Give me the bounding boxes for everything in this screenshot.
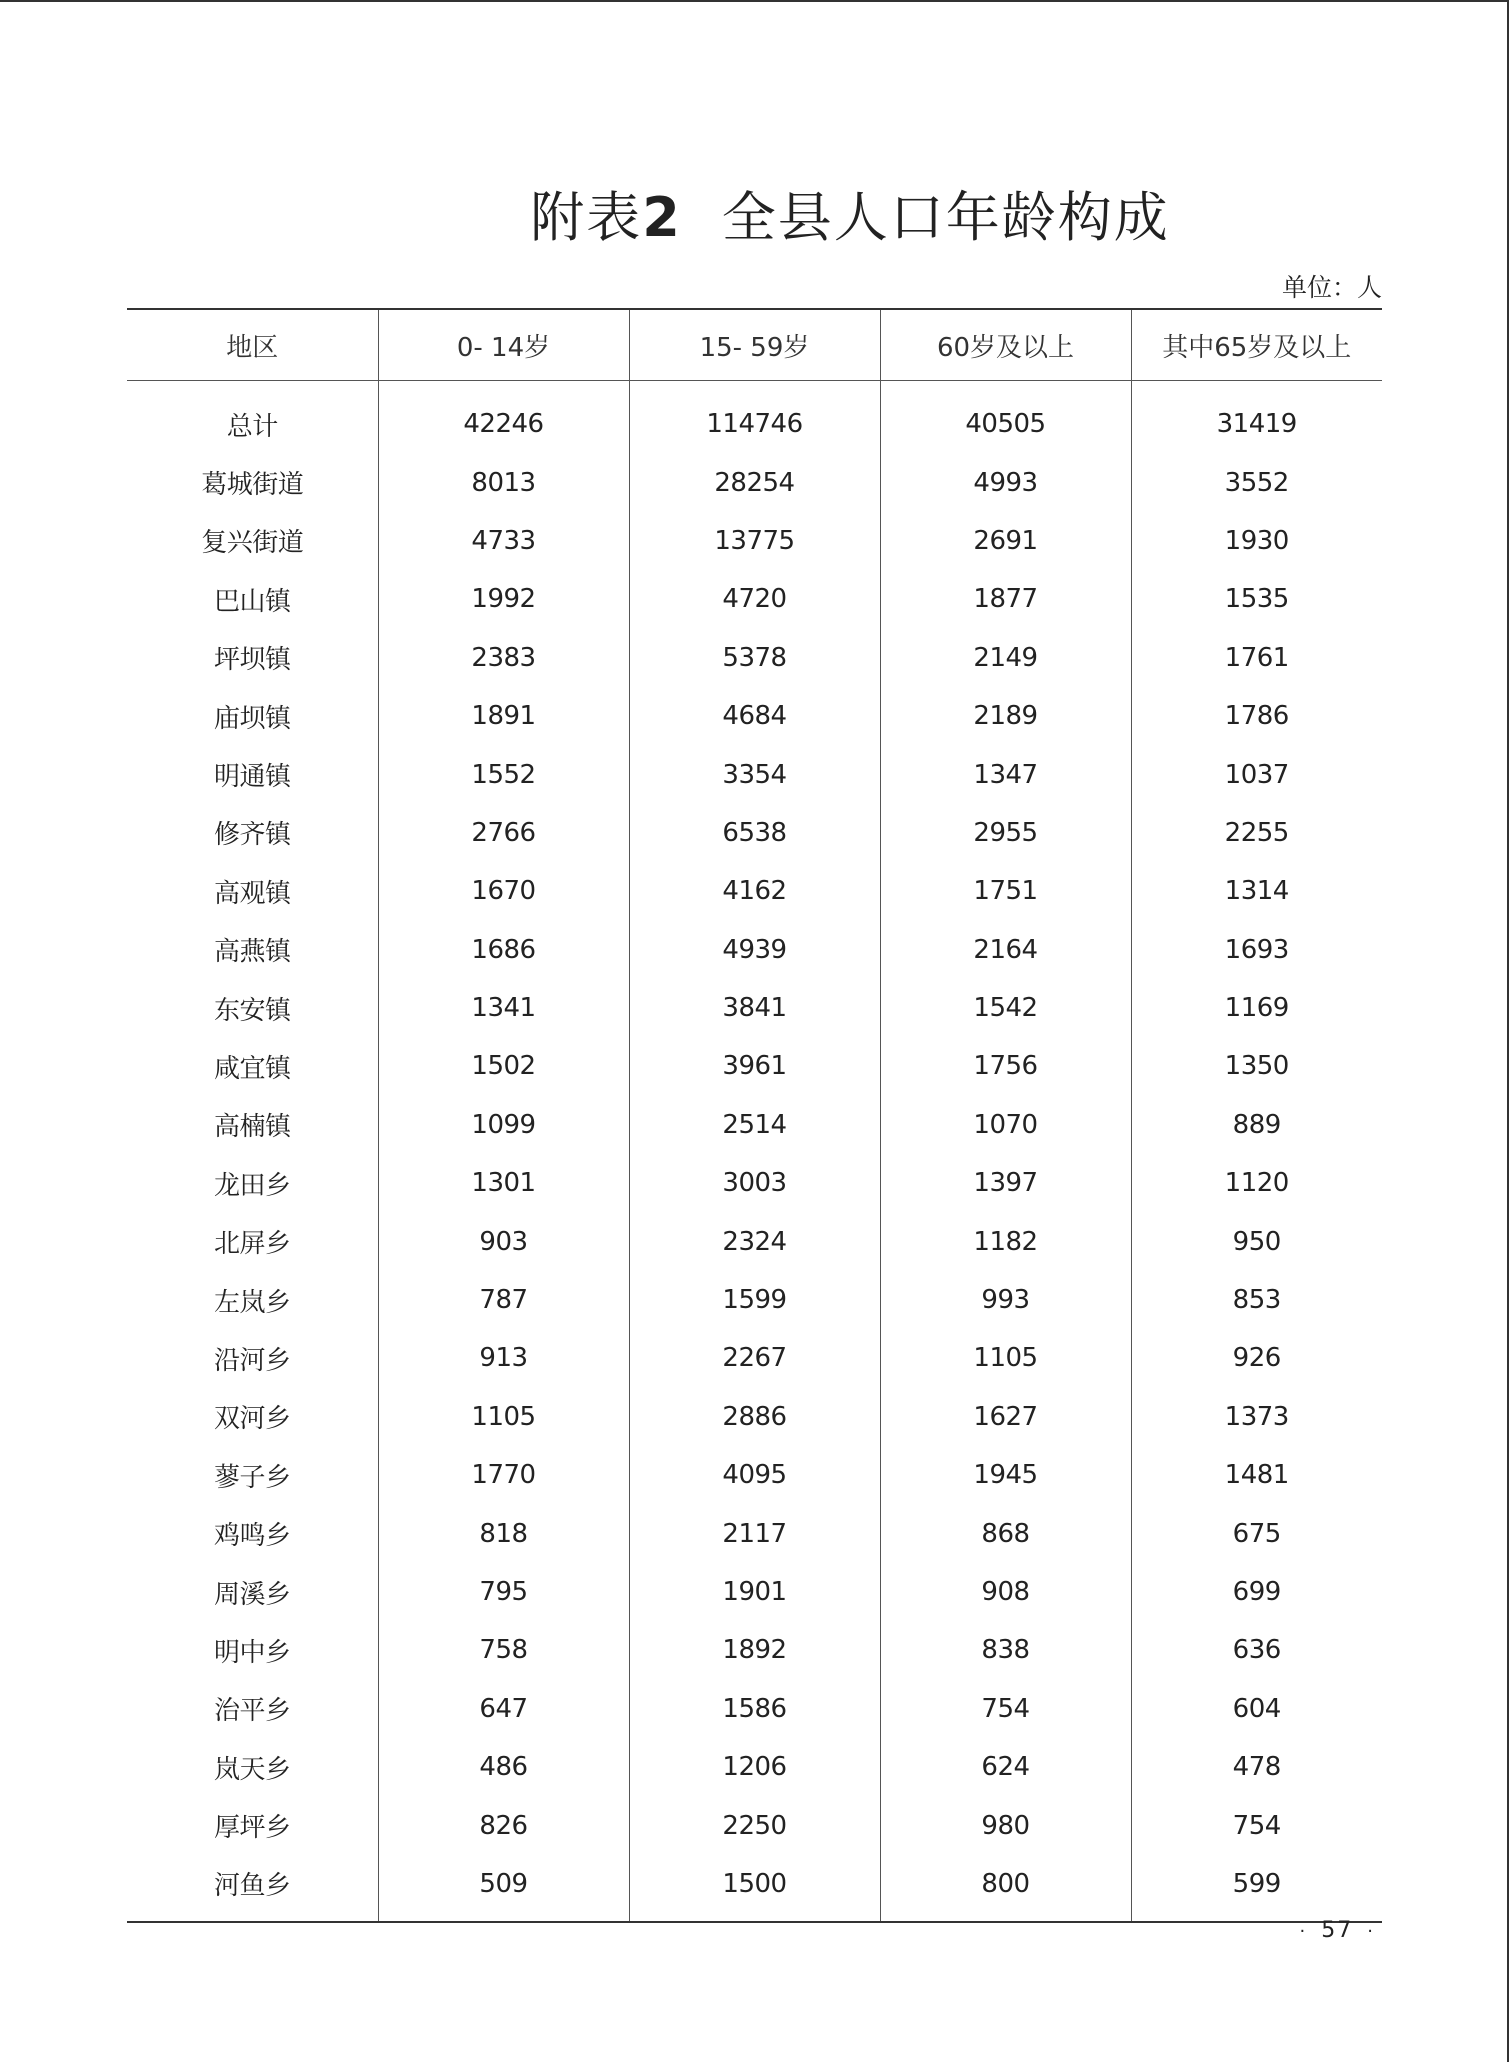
table-row: [127, 1621, 1382, 1679]
region-cell: 庙坝镇: [213, 703, 291, 734]
region-cell: 葛城街道: [201, 470, 304, 501]
age-15-59-cell: 1892: [629, 1621, 880, 1679]
age-0-14-cell: 509: [378, 1855, 629, 1922]
region-cell: 明中乡: [213, 1637, 291, 1668]
table-row: [127, 1037, 1382, 1095]
age-0-14-cell: 1099: [378, 1096, 629, 1154]
region-cell: 厚坪乡: [213, 1813, 291, 1844]
age-0-14-cell: 1341: [378, 979, 629, 1037]
age-60-plus-cell: 1877: [880, 570, 1131, 628]
region-cell: 咸宜镇: [213, 1053, 291, 1084]
age-65-plus-cell: 1535: [1131, 570, 1382, 628]
age-0-14-cell: 758: [378, 1621, 629, 1679]
unit-label: 单位：人: [1281, 273, 1382, 302]
age-65-plus-cell: 754: [1131, 1796, 1382, 1854]
age-15-59-cell: 3354: [629, 745, 880, 803]
population-age-table: [127, 308, 1382, 1923]
age-60-plus-cell: 1756: [880, 1037, 1131, 1095]
table-row: [127, 1096, 1382, 1154]
age-60-plus-cell: 2955: [880, 804, 1131, 862]
age-60-plus-cell: 1751: [880, 862, 1131, 920]
age-15-59-cell: 1500: [629, 1855, 880, 1922]
age-60-plus-cell: 754: [880, 1680, 1131, 1738]
table-row: [127, 921, 1382, 979]
age-60-plus-cell: 800: [880, 1855, 1131, 1922]
table-row: [127, 979, 1382, 1037]
age-60-plus-cell: 908: [880, 1563, 1131, 1621]
age-60-plus-cell: 1105: [880, 1329, 1131, 1387]
age-0-14-cell: 2383: [378, 629, 629, 687]
age-0-14-cell: 2766: [378, 804, 629, 862]
region-cell: 高观镇: [213, 878, 291, 909]
age-0-14-cell: 795: [378, 1563, 629, 1621]
age-65-plus-cell: 699: [1131, 1563, 1382, 1621]
table-row: [127, 629, 1382, 687]
table-row: [127, 1271, 1382, 1329]
age-65-plus-cell: 1120: [1131, 1154, 1382, 1212]
age-0-14-cell: 1686: [378, 921, 629, 979]
region-cell: 鸡鸣乡: [213, 1521, 291, 1552]
age-60-plus-cell: 2149: [880, 629, 1131, 687]
table-row: [127, 1855, 1382, 1922]
age-0-14-cell: 1301: [378, 1154, 629, 1212]
age-65-plus-cell: 853: [1131, 1271, 1382, 1329]
age-65-plus-cell: 604: [1131, 1680, 1382, 1738]
table-row: [127, 1154, 1382, 1212]
age-65-plus-cell: 599: [1131, 1855, 1382, 1922]
region-cell: 治平乡: [213, 1696, 291, 1727]
age-0-14-cell: 787: [378, 1271, 629, 1329]
age-60-plus-cell: 1182: [880, 1212, 1131, 1270]
region-cell: 复兴街道: [201, 528, 304, 559]
age-0-14-cell: 1552: [378, 745, 629, 803]
age-60-plus-cell: 40505: [880, 381, 1131, 454]
region-cell: 周溪乡: [213, 1579, 291, 1610]
age-15-59-cell: 5378: [629, 629, 880, 687]
age-65-plus-cell: 1350: [1131, 1037, 1382, 1095]
table-row: [127, 687, 1382, 745]
age-65-plus-cell: 3552: [1131, 453, 1382, 511]
age-65-plus-cell: 31419: [1131, 381, 1382, 454]
page-number-value: 57: [1321, 1918, 1354, 1943]
header-region: 地区: [127, 309, 378, 381]
age-0-14-cell: 1105: [378, 1388, 629, 1446]
age-65-plus-cell: 1761: [1131, 629, 1382, 687]
age-15-59-cell: 2514: [629, 1096, 880, 1154]
age-65-plus-cell: 1693: [1131, 921, 1382, 979]
page-title: [0, 175, 1509, 252]
table-row: [127, 862, 1382, 920]
region-cell: 巴山镇: [213, 586, 291, 617]
age-0-14-cell: 913: [378, 1329, 629, 1387]
age-65-plus-cell: 889: [1131, 1096, 1382, 1154]
age-15-59-cell: 28254: [629, 453, 880, 511]
age-65-plus-cell: 1930: [1131, 512, 1382, 570]
age-15-59-cell: 2324: [629, 1212, 880, 1270]
age-60-plus-cell: 868: [880, 1504, 1131, 1562]
region-cell: 总计: [226, 411, 278, 442]
age-15-59-cell: 1901: [629, 1563, 880, 1621]
age-65-plus-cell: 675: [1131, 1504, 1382, 1562]
region-cell: 高楠镇: [213, 1112, 291, 1143]
age-0-14-cell: 826: [378, 1796, 629, 1854]
header-age-65-plus: 其中65岁及以上: [1131, 309, 1382, 381]
age-15-59-cell: 4095: [629, 1446, 880, 1504]
age-15-59-cell: 2267: [629, 1329, 880, 1387]
age-15-59-cell: 1599: [629, 1271, 880, 1329]
age-60-plus-cell: 980: [880, 1796, 1131, 1854]
age-15-59-cell: 6538: [629, 804, 880, 862]
age-0-14-cell: 818: [378, 1504, 629, 1562]
age-15-59-cell: 13775: [629, 512, 880, 570]
age-65-plus-cell: 1037: [1131, 745, 1382, 803]
table-row: [127, 804, 1382, 862]
age-0-14-cell: 1502: [378, 1037, 629, 1095]
table-row: [127, 1329, 1382, 1387]
age-15-59-cell: 4162: [629, 862, 880, 920]
age-15-59-cell: 3841: [629, 979, 880, 1037]
region-cell: 北屏乡: [213, 1229, 291, 1260]
region-cell: 龙田乡: [213, 1170, 291, 1201]
table-row: [127, 570, 1382, 628]
age-65-plus-cell: 636: [1131, 1621, 1382, 1679]
table-row: [127, 1504, 1382, 1562]
age-0-14-cell: 1891: [378, 687, 629, 745]
age-15-59-cell: 4684: [629, 687, 880, 745]
age-65-plus-cell: 1481: [1131, 1446, 1382, 1504]
region-cell: 左岚乡: [213, 1287, 291, 1318]
age-60-plus-cell: 838: [880, 1621, 1131, 1679]
age-65-plus-cell: 1373: [1131, 1388, 1382, 1446]
age-65-plus-cell: 1314: [1131, 862, 1382, 920]
title-prefix: 附表: [530, 186, 643, 249]
region-cell: 高燕镇: [213, 937, 291, 968]
age-0-14-cell: 4733: [378, 512, 629, 570]
table-row: [127, 512, 1382, 570]
header-age-0-14: 0- 14岁: [378, 309, 629, 381]
age-60-plus-cell: 1070: [880, 1096, 1131, 1154]
table-row: [127, 1796, 1382, 1854]
region-cell: 河鱼乡: [213, 1871, 291, 1902]
age-15-59-cell: 4720: [629, 570, 880, 628]
age-15-59-cell: 2886: [629, 1388, 880, 1446]
age-65-plus-cell: 1786: [1131, 687, 1382, 745]
region-cell: 明通镇: [213, 762, 291, 793]
age-15-59-cell: 3003: [629, 1154, 880, 1212]
title-number: 2: [642, 186, 682, 249]
table-header-row: [127, 309, 1382, 381]
table-row: [127, 745, 1382, 803]
age-60-plus-cell: 4993: [880, 453, 1131, 511]
age-65-plus-cell: 1169: [1131, 979, 1382, 1037]
age-60-plus-cell: 624: [880, 1738, 1131, 1796]
age-60-plus-cell: 1542: [880, 979, 1131, 1037]
header-age-60-plus: 60岁及以上: [880, 309, 1131, 381]
age-0-14-cell: 647: [378, 1680, 629, 1738]
age-15-59-cell: 1206: [629, 1738, 880, 1796]
region-cell: 岚天乡: [213, 1754, 291, 1785]
region-cell: 双河乡: [213, 1404, 291, 1435]
age-60-plus-cell: 993: [880, 1271, 1131, 1329]
header-age-15-59: 15- 59岁: [629, 309, 880, 381]
age-60-plus-cell: 1397: [880, 1154, 1131, 1212]
region-cell: 坪坝镇: [213, 645, 291, 676]
age-0-14-cell: 903: [378, 1212, 629, 1270]
table-row: [127, 1563, 1382, 1621]
age-15-59-cell: 2250: [629, 1796, 880, 1854]
table-row: [127, 453, 1382, 511]
table-row: [127, 1446, 1382, 1504]
age-15-59-cell: 4939: [629, 921, 880, 979]
age-65-plus-cell: 950: [1131, 1212, 1382, 1270]
age-0-14-cell: 486: [378, 1738, 629, 1796]
table-row: [127, 381, 1382, 454]
age-0-14-cell: 1992: [378, 570, 629, 628]
age-0-14-cell: 42246: [378, 381, 629, 454]
table-row: [127, 1388, 1382, 1446]
age-65-plus-cell: 926: [1131, 1329, 1382, 1387]
age-15-59-cell: 2117: [629, 1504, 880, 1562]
age-15-59-cell: 1586: [629, 1680, 880, 1738]
age-65-plus-cell: 478: [1131, 1738, 1382, 1796]
page-number: · 57 ·: [1299, 1918, 1375, 1943]
region-cell: 东安镇: [213, 995, 291, 1026]
title-text: 全县人口年龄构成: [721, 186, 1170, 249]
age-0-14-cell: 1770: [378, 1446, 629, 1504]
age-60-plus-cell: 2189: [880, 687, 1131, 745]
region-cell: 蓼子乡: [213, 1462, 291, 1493]
age-0-14-cell: 1670: [378, 862, 629, 920]
table-row: [127, 1680, 1382, 1738]
age-60-plus-cell: 2691: [880, 512, 1131, 570]
age-60-plus-cell: 1627: [880, 1388, 1131, 1446]
age-15-59-cell: 3961: [629, 1037, 880, 1095]
age-60-plus-cell: 1945: [880, 1446, 1131, 1504]
age-60-plus-cell: 1347: [880, 745, 1131, 803]
region-cell: 修齐镇: [213, 820, 291, 851]
age-0-14-cell: 8013: [378, 453, 629, 511]
age-60-plus-cell: 2164: [880, 921, 1131, 979]
age-65-plus-cell: 2255: [1131, 804, 1382, 862]
table-row: [127, 1738, 1382, 1796]
table-row: [127, 1212, 1382, 1270]
region-cell: 沿河乡: [213, 1345, 291, 1376]
age-15-59-cell: 114746: [629, 381, 880, 454]
